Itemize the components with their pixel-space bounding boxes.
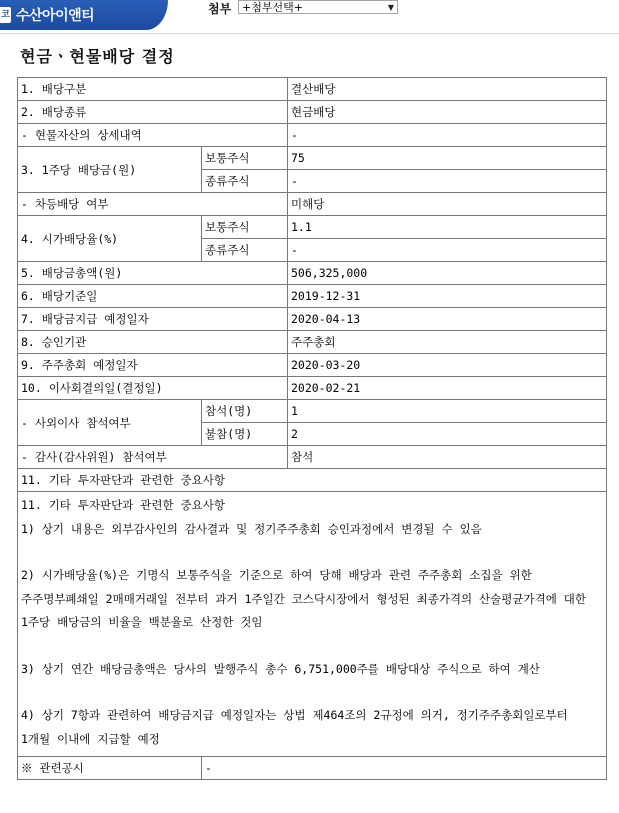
row-value: 주주총회 [288,331,607,354]
company-logo [0,0,168,30]
row-label: 9. 주주총회 예정일자 [18,354,288,377]
row-label: 8. 승인기관 [18,331,288,354]
row-value: - [288,170,607,193]
table-row [18,757,607,780]
note-paragraph: 3) 상기 연간 배당금총액은 당사의 발행주식 총수 6,751,000주를 배당대상 주식으로 하여 계산 [21,661,540,676]
row-label: 10. 이사회결의일(결정일) [18,377,288,400]
note-paragraph: 2) 시가배당율(%)은 기명식 보통주식을 기준으로 하여 당해 배당과 관련 주주총회 소집을 위한 주주명부폐쇄일 2매매거래일 전부터 과거 1주일간 코스닥시장에서 형성된 최종가격의 산술평균가격에 대한 1주당 배당금의 비율을 백분율로 산정한 것임 [21,568,586,629]
table-row [18,285,607,308]
related-value: - [202,757,607,780]
row-sublabel: 불참(명) [202,423,288,446]
row-label: 7. 배당금지급 예정일자 [18,308,288,331]
table-row [18,147,607,170]
table-row [18,492,607,757]
row-value: 결산배당 [288,78,607,101]
row-sublabel: 보통주식 [202,216,288,239]
notes-cell [18,492,607,757]
logo-mark: 코 [0,7,11,23]
table-row [18,262,607,285]
row-value: 1.1 [288,216,607,239]
row-label: 2. 배당종류 [18,101,288,124]
attachment-selected-value: +첨부선택+ [242,1,303,14]
related-label: ※ 관련공시 [18,757,202,780]
row-value: 1 [288,400,607,423]
notes-heading: 11. 기타 투자판단과 관련한 중요사항 [21,498,225,512]
table-row [18,446,607,469]
table-row [18,101,607,124]
table-row [18,354,607,377]
table-row [18,78,607,101]
attachment-select[interactable] [238,0,398,14]
row-value: 2019-12-31 [288,285,607,308]
table-row [18,216,607,239]
top-bar [0,0,619,34]
row-value: - [288,124,607,147]
company-name: 수산아이앤티 [16,8,95,24]
note-paragraph: 1) 상기 내용은 외부감사인의 감사결과 및 정기주주총회 승인과정에서 변경될 수 있음 [21,521,482,536]
attachment-label: 첨부 [208,2,232,16]
row-value: 미해당 [288,193,607,216]
row-label: 5. 배당금총액(원) [18,262,288,285]
row-value: 75 [288,147,607,170]
row-label: 4. 시가배당율(%) [18,216,202,262]
table-row [18,193,607,216]
table-row [18,377,607,400]
row-value: 참석 [288,446,607,469]
row-label: 1. 배당구분 [18,78,288,101]
row-sublabel: 종류주식 [202,170,288,193]
row-sublabel: 보통주식 [202,147,288,170]
row-label: - 현물자산의 상세내역 [18,124,288,147]
row-label: - 감사(감사위원) 참석여부 [18,446,288,469]
row-sublabel: 종류주식 [202,239,288,262]
row-label: 6. 배당기준일 [18,285,288,308]
table-row [18,124,607,147]
row-value: 2 [288,423,607,446]
row-value: 2020-02-21 [288,377,607,400]
row-label: - 차등배당 여부 [18,193,288,216]
table-row [18,469,607,492]
row-label: 11. 기타 투자판단과 관련한 중요사항 [18,469,607,492]
table-row [18,308,607,331]
row-value: - [288,239,607,262]
disclosure-table [17,77,607,780]
row-value: 현금배당 [288,101,607,124]
table-row [18,400,607,423]
note-paragraph: 4) 상기 7항과 관련하여 배당금지급 예정일자는 상법 제464조의 2규정에 의거, 정기주주총회일로부터 1개월 이내에 지급할 예정 [21,708,568,746]
row-value: 2020-03-20 [288,354,607,377]
row-label: 3. 1주당 배당금(원) [18,147,202,193]
table-row [18,331,607,354]
document-title: 현금ㆍ현물배당 결정 [20,47,175,66]
row-value: 2020-04-13 [288,308,607,331]
row-label: - 사외이사 참석여부 [18,400,202,446]
row-value: 506,325,000 [288,262,607,285]
chevron-down-icon[interactable]: ▼ [387,3,394,12]
row-sublabel: 참석(명) [202,400,288,423]
